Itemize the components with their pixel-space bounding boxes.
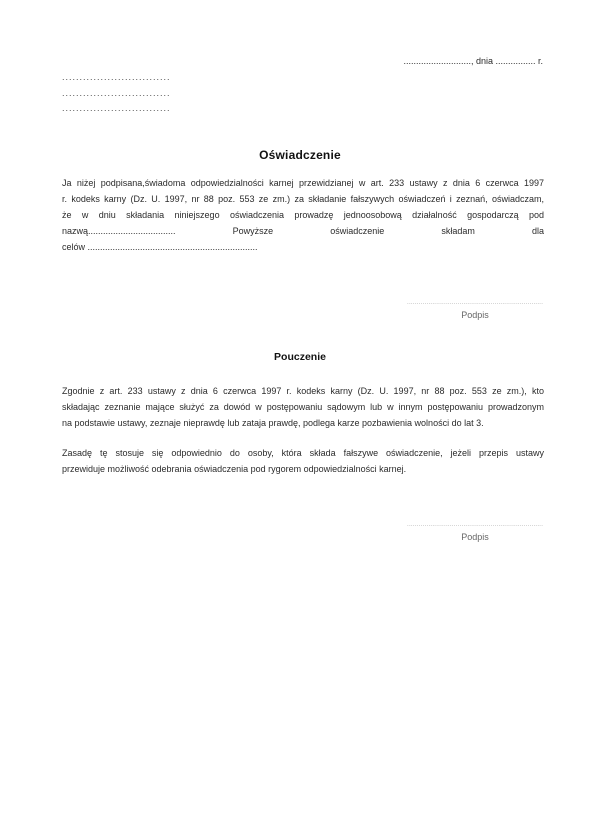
paragraph-line: że w dniu składania niniejszego oświadczenia prowadzę jednoosobową działalność gospodarczą pod xyxy=(62,210,544,220)
paragraph-line-with-name-fill-in: nazwą................................... Powyższe oświadczenie składam dla xyxy=(62,226,544,236)
paragraph-line-with-purpose-fill-in: celów .................................................................... xyxy=(62,242,258,252)
signature-label: Podpis xyxy=(461,310,489,320)
declaration-paragraph xyxy=(62,175,544,255)
document-title: Oświadczenie xyxy=(259,148,341,162)
signature-dotted-line: ...................................................................... xyxy=(406,521,544,528)
signature-dotted-line: ...................................................................... xyxy=(406,299,544,306)
declarant-details-block xyxy=(62,70,171,117)
fill-in-line: ............................... xyxy=(62,103,171,113)
date-place-fill-in-line: ..........................., dnia ................ r. xyxy=(403,56,543,66)
fill-in-line: ............................... xyxy=(62,72,171,82)
pouczenie-paragraph-2 xyxy=(62,445,544,477)
signature-label: Podpis xyxy=(461,532,489,542)
pouczenie-paragraph-1 xyxy=(62,383,544,431)
signature-block-top xyxy=(405,299,545,320)
fill-in-line: ............................... xyxy=(62,87,171,98)
paragraph-line: r. kodeks karny (Dz. U. 1997, nr 88 poz. 553 ze zm.) za składanie fałszywych oświadczeń i zeznań, oświadczam, xyxy=(62,194,544,204)
signature-block-bottom xyxy=(405,521,545,542)
paragraph-line: Ja niżej podpisana,świadoma odpowiedzialności karnej przewidzianej w art. 233 ustawy z dnia 6 czerwca 1997 xyxy=(62,178,544,188)
paragraph-line: Zasadę tę stosuje się odpowiednio do osoby, która składa fałszywe oświadczenie, jeżeli przepis ustawy xyxy=(62,448,544,458)
paragraph-line: Zgodnie z art. 233 ustawy z dnia 6 czerwca 1997 r. kodeks karny (Dz. U. 1997, nr 88 poz. 553 ze zm.), kto xyxy=(62,386,544,396)
pouczenie-heading: Pouczenie xyxy=(274,351,326,363)
paragraph-line: przewiduje możliwość odebrania oświadczenia pod rygorem odpowiedzialności karnej. xyxy=(62,464,407,474)
paragraph-line: na podstawie ustawy, zeznaje nieprawdę lub zataja prawdę, podlega karze pozbawienia wolności do lat 3. xyxy=(62,418,484,428)
paragraph-line: składając zeznanie mające służyć za dowód w postępowaniu sądowym lub w innym postępowaniu prowadzonym xyxy=(62,402,544,412)
